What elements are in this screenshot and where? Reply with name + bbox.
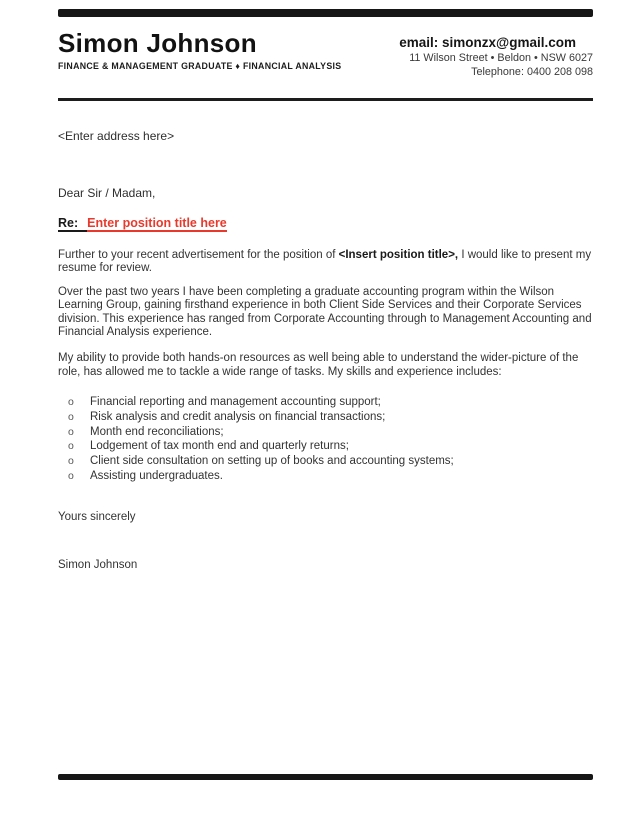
letterhead-identity — [58, 29, 341, 79]
letterhead-contact — [399, 34, 593, 79]
postal-address-line: 11 Wilson Street • Beldon • NSW 6027 — [409, 52, 593, 64]
bottom-border-bar — [58, 774, 593, 780]
bullet-text: Lodgement of tax month end and quarterly returns; — [90, 440, 349, 453]
bullet-marker: o — [68, 469, 74, 482]
bullet-text: Risk analysis and credit analysis on financial transactions; — [90, 410, 386, 423]
bullet-text: Month end reconciliations; — [90, 425, 224, 438]
p1-text-after: I would like to present my resume for review. — [58, 249, 592, 275]
recipient-address-placeholder[interactable]: <Enter address here> — [58, 129, 175, 143]
list-item — [58, 426, 593, 439]
header-divider-rule — [58, 98, 593, 101]
bullet-text: Assisting undergraduates. — [90, 469, 223, 482]
salutation: Dear Sir / Madam, — [58, 186, 156, 200]
bullet-marker: o — [68, 425, 74, 438]
list-item — [58, 396, 593, 409]
insert-position-placeholder[interactable]: <Insert position title>, — [338, 249, 459, 261]
re-prefix-label: Re: — [58, 216, 87, 232]
list-item — [58, 455, 593, 468]
telephone-line: Telephone: 0400 208 098 — [471, 66, 593, 78]
person-name: Simon Johnson — [58, 28, 257, 58]
person-tagline: FINANCE & MANAGEMENT GRADUATE ♦ FINANCIAL ANALYSIS — [58, 61, 342, 71]
paragraph-introduction — [58, 249, 593, 276]
skills-bullet-list — [58, 396, 593, 483]
bullet-text: Financial reporting and management accounting support; — [90, 396, 381, 409]
position-title-placeholder[interactable]: Enter position title here — [87, 216, 227, 230]
paragraph-experience: Over the past two years I have been completing a graduate accounting program within the Wilson Learning Group, gaining firsthand experience in both Client Side Services and their Corporate Services division. This experience has ranged from Corporate Accounting through to Management Accounting and Financial Analysis experience. — [58, 285, 592, 339]
paragraph-skills-intro: My ability to provide both hands-on resources as well being able to understand the wider-picture of the role, has allowed me to tackle a wide range of tasks. My skills and experience includes: — [58, 352, 579, 378]
re-subject-line — [58, 215, 593, 231]
bullet-marker: o — [68, 440, 74, 453]
bullet-text: Client side consultation on setting up of books and accounting systems; — [90, 455, 454, 468]
bullet-marker: o — [68, 455, 74, 468]
bullet-marker: o — [68, 396, 74, 409]
top-border-bar — [58, 9, 593, 17]
email-line: email: simonzx@gmail.com — [399, 35, 576, 50]
bullet-marker: o — [68, 410, 74, 423]
valediction: Yours sincerely — [58, 511, 136, 524]
list-item — [58, 411, 593, 424]
letterhead — [58, 29, 593, 79]
list-item — [58, 470, 593, 483]
signature-name: Simon Johnson — [58, 559, 138, 572]
list-item — [58, 440, 593, 453]
p1-text-before: Further to your recent advertisement for the position of — [58, 249, 339, 261]
